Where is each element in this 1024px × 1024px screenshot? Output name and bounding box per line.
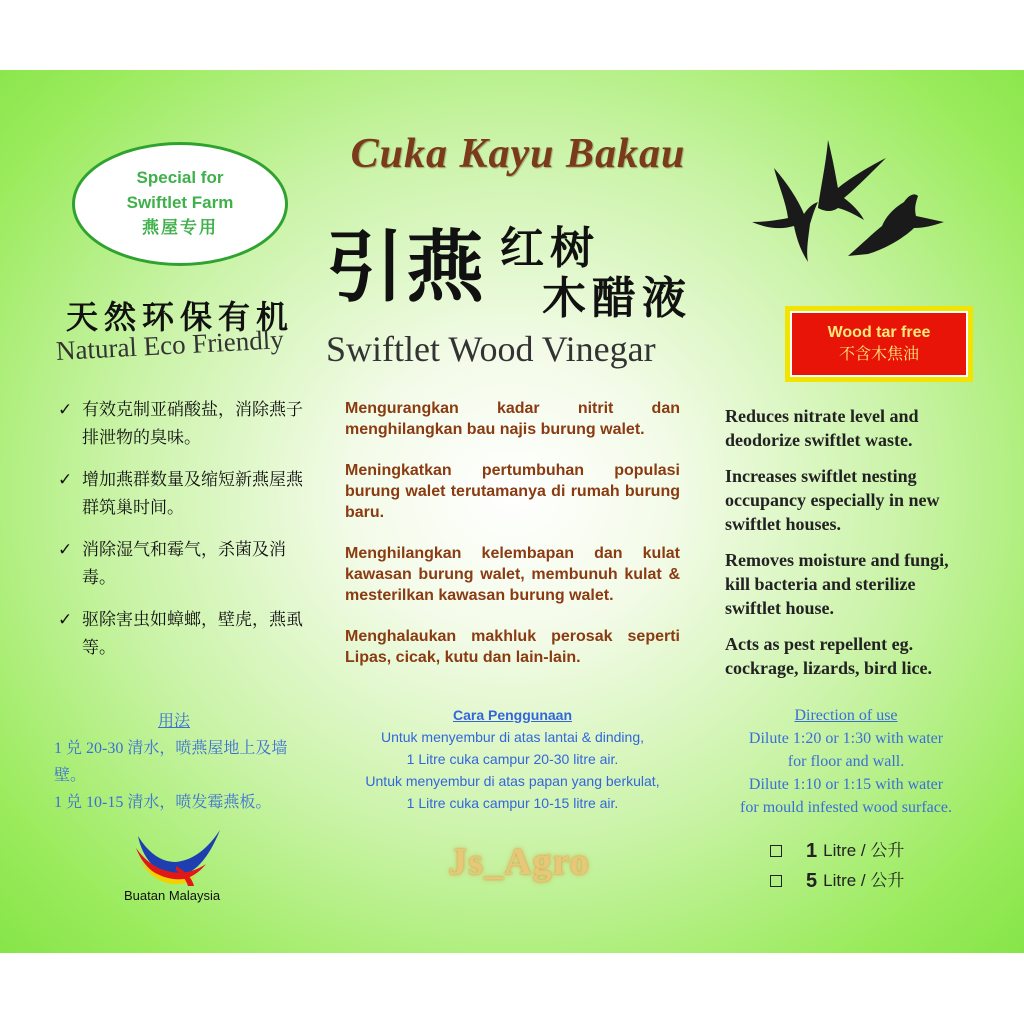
badge-line2: Swiftlet Farm [126, 193, 234, 212]
list-item: ✓ 消除湿气和霉气，杀菌及消毒。 [58, 536, 313, 592]
list-item: ✓ 驱除害虫如蟑螂，壁虎，燕虱等。 [58, 606, 313, 662]
list-item: Increases swiftlet nesting occupancy especially in new swiftlet houses. [725, 466, 940, 534]
badge-line3: 燕屋专用 [142, 218, 218, 237]
list-item: Mengurangkan kadar nitrit dan menghilangkan bau najis burung walet. [345, 400, 680, 438]
usage-en-line: Dilute 1:10 or 1:15 with water [748, 776, 944, 793]
list-item: Meningkatkan pertumbuhan populasi burung walet terutamanya di rumah burung baru. [345, 462, 680, 521]
list-item: ✓ 有效克制亚硝酸盐，消除燕子排泄物的臭味。 [58, 396, 313, 452]
usage-ms-line: Untuk menyembur di atas papan yang berkulat, [365, 773, 660, 789]
usage-ms [340, 704, 685, 814]
brand-name: Js_Agro [448, 841, 590, 883]
checkmark-icon: ✓ [58, 400, 73, 419]
wood-tar-free-badge [785, 306, 973, 382]
size-options [770, 836, 904, 896]
eco-heading-en: Natural Eco Friendly [55, 324, 285, 366]
usage-ms-line: Untuk menyembur di atas lantai & dinding, [380, 729, 645, 745]
eco-heading-cn: 天然环保有机 [66, 299, 295, 335]
checkmark-icon: ✓ [58, 470, 73, 489]
usage-en-line: for mould infested wood surface. [740, 799, 952, 816]
size-num: 5 [806, 870, 818, 892]
usage-cn-line: 1 兑 10-15 清水，喷发霉燕板。 [54, 794, 272, 811]
made-in-malaysia: Buatan Malaysia [124, 888, 221, 903]
cn-title-big: 引燕 [326, 224, 487, 311]
swallow-birds-icon [748, 136, 948, 266]
usage-cn-line: 1 兑 20-30 清水，喷燕屋地上及墙壁。 [54, 740, 288, 784]
checkbox-icon[interactable] [770, 875, 782, 887]
list-item: Reduces nitrate level and deodorize swiftlet waste. [725, 406, 919, 450]
benefits-list-en [725, 404, 975, 692]
swiftlet-farm-badge [72, 142, 288, 266]
list-item: Removes moisture and fungi, kill bacteria and sterilize swiftlet house. [725, 550, 949, 618]
usage-ms-line: 1 Litre cuka campur 10-15 litre air. [406, 795, 619, 811]
product-subtitle: Swiftlet Wood Vinegar [326, 329, 656, 369]
size-option-5l[interactable] [770, 866, 904, 896]
usage-cn [54, 708, 314, 816]
usage-ms-line: 1 Litre cuka campur 20-30 litre air. [406, 751, 619, 767]
usage-ms-heading: Cara Penggunaan [452, 707, 573, 723]
woodtar-cn: 不含木焦油 [838, 346, 919, 363]
usage-en-line: for floor and wall. [787, 753, 905, 770]
cn-title-small2: 木醋液 [542, 274, 692, 323]
size-unit: Litre / 公升 [823, 841, 905, 860]
benefits-list-cn [58, 396, 313, 676]
benefits-list-ms [345, 398, 680, 688]
badge-line1: Special for [136, 168, 224, 187]
usage-cn-heading: 用法 [157, 713, 190, 730]
list-item: ✓ 增加燕群数量及缩短新燕屋燕群筑巢时间。 [58, 466, 313, 522]
usage-en-heading: Direction of use [794, 707, 898, 724]
woodtar-en: Wood tar free [827, 324, 931, 341]
usage-en [712, 704, 980, 819]
cn-title-small1: 红树 [500, 224, 600, 273]
list-item: Menghilangkan kelembapan dan kulat kawasan burung walet, membunuh kulat & mesterilkan kawasan burung walet. [345, 545, 680, 604]
list-item: Menghalaukan makhluk perosak seperti Lipas, cicak, kutu dan lain-lain. [345, 628, 680, 666]
product-label [0, 70, 1024, 953]
list-item: Acts as pest repellent eg. cockrage, lizards, bird lice. [725, 634, 932, 678]
checkbox-icon[interactable] [770, 845, 782, 857]
usage-en-line: Dilute 1:20 or 1:30 with water [748, 730, 944, 747]
malaysia-logo-icon [132, 826, 224, 888]
size-unit: Litre / 公升 [823, 871, 905, 890]
checkmark-icon: ✓ [58, 610, 73, 629]
product-title: Cuka Kayu Bakau [350, 131, 686, 177]
size-option-1l[interactable] [770, 836, 904, 866]
size-num: 1 [806, 840, 818, 862]
checkmark-icon: ✓ [58, 540, 73, 559]
